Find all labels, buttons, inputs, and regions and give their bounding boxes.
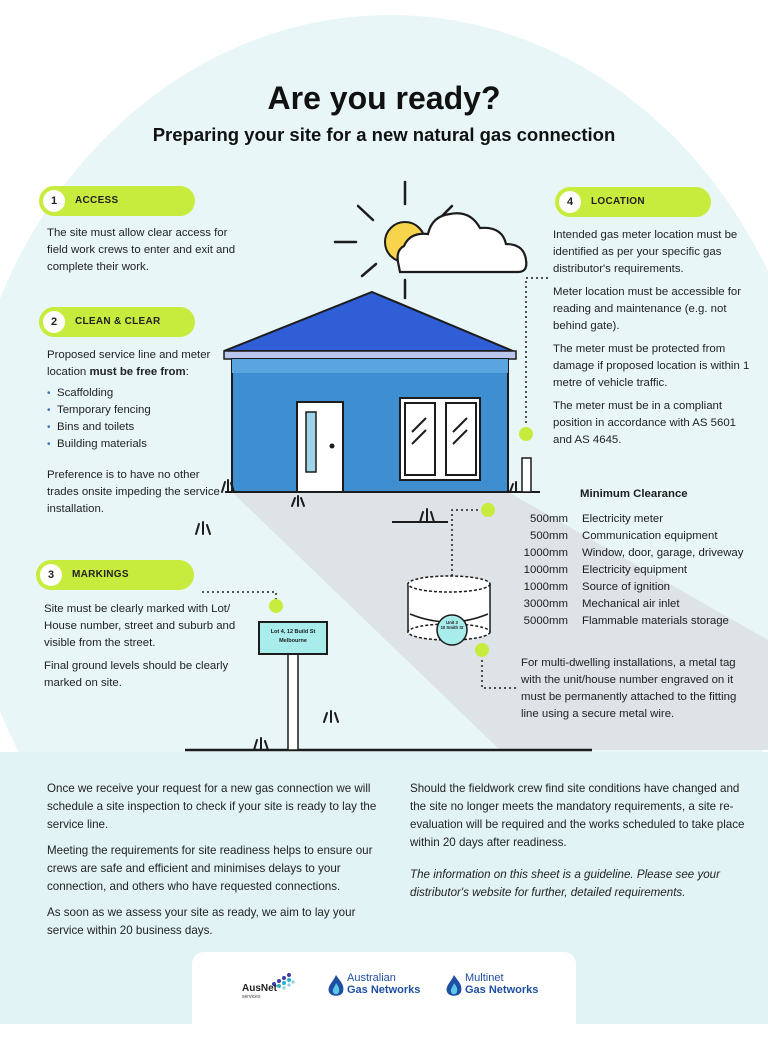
tag-line-2: 10 Smith St — [440, 625, 464, 630]
door-handle — [330, 444, 335, 449]
page-subtitle: Preparing your site for a new natural gas connection — [152, 124, 616, 145]
clearance-distance: 500mm — [530, 513, 568, 525]
roof-eave — [224, 351, 516, 359]
bottom-left-text — [47, 780, 387, 948]
clean-list — [47, 385, 227, 453]
list-item: • Bins and toilets — [47, 419, 227, 436]
ausnet-name: AusNet — [242, 983, 278, 994]
list-item: • Temporary fencing — [47, 402, 227, 419]
access-pill — [39, 186, 195, 216]
window-left — [405, 403, 435, 475]
bottom-left-p1: Once we receive your request for a new gas connection we will schedule a site inspection to check if your site is ready to lay the service line. — [47, 782, 377, 831]
multi-dwelling-text: For multi-dwelling installations, a metal tag with the unit/house number engraved on it must be permanently attached to the fitting line using a secure metal wire. — [521, 657, 737, 720]
flame-icon — [444, 974, 464, 998]
clean-intro-post: : — [185, 366, 189, 378]
clearance-distance: 1000mm — [523, 564, 568, 576]
location-p4: The meter must be in a compliant position in accordance with AS 5601 and AS 4645. — [553, 400, 737, 446]
gas-meter-icon — [408, 576, 490, 645]
clearance-item: Flammable materials storage — [582, 615, 729, 627]
markings-p2: Final ground levels should be clearly marked on site. — [44, 660, 229, 689]
clearance-item: Window, door, garage, driveway — [582, 547, 744, 559]
window-right — [446, 403, 476, 475]
address-sign-text — [259, 628, 327, 646]
roof — [224, 292, 513, 351]
location-p2: Meter location must be accessible for reading and maintenance (e.g. not behind gate). — [553, 286, 742, 332]
list-item: • Scaffolding — [47, 385, 227, 402]
access-text: The site must allow clear access for field work crews to enter and exit and complete their work. — [47, 227, 236, 273]
agn-line1: Australian — [347, 972, 396, 984]
sign-line-1: Lot 4, 12 Build St — [270, 629, 316, 635]
multinet-line1: Multinet — [465, 972, 504, 984]
clearance-distance: 500mm — [530, 530, 568, 542]
clearance-item: Source of ignition — [582, 581, 671, 593]
location-label: LOCATION — [591, 196, 645, 207]
clearance-item: Electricity equipment — [582, 564, 688, 576]
marker-dot — [269, 599, 283, 613]
agn-line2: Gas Networks — [347, 984, 421, 996]
marker-dot — [475, 643, 489, 657]
clean-intro-bold: must be free from — [89, 366, 186, 378]
clearance-distance: 1000mm — [523, 547, 568, 559]
location-p1: Intended gas meter location must be identified as per your specific gas distributor's requirements. — [553, 229, 738, 275]
markings-text — [44, 601, 244, 698]
agn-logo[interactable] — [326, 972, 426, 1000]
location-pill — [555, 187, 711, 217]
location-number: 4 — [559, 191, 581, 213]
access-label: ACCESS — [75, 195, 119, 206]
clearance-heading: Minimum Clearance — [580, 488, 688, 500]
house-wall-band — [232, 359, 508, 373]
clearance-distance: 5000mm — [523, 615, 568, 627]
tag-line-1: Unit 3 — [446, 620, 458, 625]
multinet-logo[interactable] — [444, 972, 544, 1000]
bottom-left-p3: As soon as we assess your site as ready, we aim to lay your service within 20 business days. — [47, 906, 356, 937]
clearance-item: Communication equipment — [582, 530, 718, 542]
markings-pill — [36, 560, 194, 590]
markings-p1: Site must be clearly marked with Lot/ House number, street and suburb and visible from the street. — [44, 603, 236, 649]
clearance-item: Electricity meter — [582, 513, 664, 525]
ausnet-logo[interactable] — [242, 970, 298, 1000]
marker-dot — [519, 427, 533, 441]
marker-dot — [481, 503, 495, 517]
clean-label: CLEAN & CLEAR — [75, 316, 161, 327]
front-door — [297, 402, 343, 492]
clearance-distance: 3000mm — [523, 598, 568, 610]
ausnet-sub: services — [242, 994, 261, 1000]
clean-section — [47, 347, 227, 518]
sign-line-2: Melbourne — [279, 638, 307, 644]
gas-riser — [522, 458, 531, 492]
clearance-distance: 1000mm — [523, 581, 568, 593]
access-number: 1 — [43, 190, 65, 212]
location-text — [553, 227, 753, 455]
location-p3: The meter must be protected from damage if proposed location is within 1 metre of vehicle traffic. — [553, 343, 750, 389]
meter-tag-text — [437, 620, 467, 630]
bottom-left-p2: Meeting the requirements for site readiness helps to ensure our crews are safe and efficient and minimises delays to your connection, and others who have requested connections. — [47, 844, 373, 893]
cloud-icon — [398, 213, 527, 272]
multinet-line2: Gas Networks — [465, 984, 539, 996]
flame-icon — [326, 974, 346, 998]
list-item: • Building materials — [47, 436, 227, 453]
bottom-right-text — [410, 780, 750, 910]
clean-intro — [47, 347, 227, 381]
logo-strip — [192, 952, 576, 1042]
clearance-item: Mechanical air inlet — [582, 598, 680, 610]
page-title: Are you ready? — [267, 80, 501, 116]
markings-number: 3 — [40, 564, 62, 586]
clean-pill — [39, 307, 195, 337]
clean-intro-pre: Proposed service line and meter location — [47, 349, 211, 378]
bottom-right-p1: Should the fieldwork crew find site conditions have changed and the site no longer meets the mandatory requirements, a site re-evaluation will be required and the works scheduled to take place within 20 days after readiness. — [410, 782, 745, 849]
clean-note: Preference is to have no other trades onsite impeding the service installation. — [47, 469, 220, 515]
door-window — [306, 412, 316, 472]
clean-number: 2 — [43, 311, 65, 333]
sign-post — [288, 654, 298, 750]
markings-label: MARKINGS — [72, 569, 129, 580]
guideline-note: The information on this sheet is a guideline. Please see your distributor's website for further, detailed requirements. — [410, 868, 720, 899]
